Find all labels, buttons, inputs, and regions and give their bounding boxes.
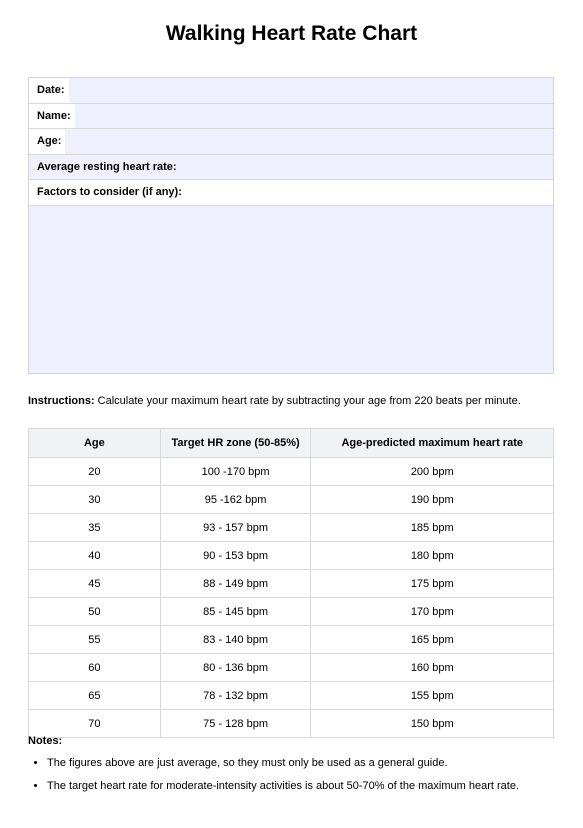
- name-row: [29, 104, 553, 130]
- cell-age: 55: [29, 626, 161, 654]
- table-row: [29, 570, 554, 598]
- table-row: [29, 542, 554, 570]
- table-row: [29, 458, 554, 486]
- cell-target-zone: 95 -162 bpm: [160, 486, 311, 514]
- cell-age: 65: [29, 682, 161, 710]
- cell-age: 60: [29, 654, 161, 682]
- cell-max-hr: 185 bpm: [311, 514, 554, 542]
- table-row: [29, 682, 554, 710]
- notes-section: [28, 735, 568, 803]
- patient-info-form: [28, 77, 554, 374]
- table-row: [29, 626, 554, 654]
- table-row: [29, 710, 554, 738]
- cell-age: 35: [29, 514, 161, 542]
- cell-age: 70: [29, 710, 161, 738]
- note-item: • The figures above are just average, so they must only be used as a general guide.: [47, 757, 568, 770]
- cell-target-zone: 80 - 136 bpm: [160, 654, 311, 682]
- age-label: Age:: [37, 135, 62, 148]
- notes-list: [28, 757, 568, 793]
- cell-max-hr: 175 bpm: [311, 570, 554, 598]
- cell-target-zone: 100 -170 bpm: [160, 458, 311, 486]
- cell-target-zone: 93 - 157 bpm: [160, 514, 311, 542]
- header-age: Age: [29, 429, 161, 458]
- name-field[interactable]: [75, 104, 553, 129]
- cell-max-hr: 170 bpm: [311, 598, 554, 626]
- instructions-text: Calculate your maximum heart rate by subtracting your age from 220 beats per minute.: [94, 395, 521, 407]
- header-max-hr: Age-predicted maximum heart rate: [311, 429, 554, 458]
- resting-hr-label: Average resting heart rate:: [37, 160, 177, 173]
- cell-target-zone: 83 - 140 bpm: [160, 626, 311, 654]
- resting-hr-row[interactable]: [29, 155, 553, 181]
- date-field[interactable]: [69, 78, 553, 103]
- cell-target-zone: 90 - 153 bpm: [160, 542, 311, 570]
- cell-max-hr: 190 bpm: [311, 486, 554, 514]
- date-label: Date:: [37, 84, 65, 97]
- cell-max-hr: 180 bpm: [311, 542, 554, 570]
- cell-age: 45: [29, 570, 161, 598]
- cell-max-hr: 165 bpm: [311, 626, 554, 654]
- header-target-zone: Target HR zone (50-85%): [160, 429, 311, 458]
- table-row: [29, 514, 554, 542]
- note-item: • The target heart rate for moderate-intensity activities is about 50-70% of the maximum heart rate.: [47, 780, 568, 793]
- cell-age: 30: [29, 486, 161, 514]
- table-row: [29, 654, 554, 682]
- instructions: [28, 395, 568, 407]
- table-header-row: [29, 429, 554, 458]
- cell-age: 40: [29, 542, 161, 570]
- cell-age: 20: [29, 458, 161, 486]
- factors-row: [29, 180, 553, 206]
- cell-target-zone: 75 - 128 bpm: [160, 710, 311, 738]
- notes-title: Notes:: [28, 735, 63, 747]
- factors-label: Factors to consider (if any):: [37, 186, 182, 199]
- cell-target-zone: 78 - 132 bpm: [160, 682, 311, 710]
- cell-max-hr: 200 bpm: [311, 458, 554, 486]
- age-field[interactable]: [65, 129, 553, 154]
- factors-text-area[interactable]: [29, 206, 553, 373]
- name-label: Name:: [37, 109, 71, 122]
- cell-max-hr: 160 bpm: [311, 654, 554, 682]
- instructions-label: Instructions:: [28, 395, 95, 407]
- table-row: [29, 486, 554, 514]
- cell-max-hr: 150 bpm: [311, 710, 554, 738]
- cell-target-zone: 85 - 145 bpm: [160, 598, 311, 626]
- page-title: Walking Heart Rate Chart: [165, 22, 418, 45]
- cell-target-zone: 88 - 149 bpm: [160, 570, 311, 598]
- cell-max-hr: 155 bpm: [311, 682, 554, 710]
- date-row: [29, 78, 553, 104]
- heart-rate-table: [28, 428, 554, 738]
- cell-age: 50: [29, 598, 161, 626]
- table-row: [29, 598, 554, 626]
- age-row: [29, 129, 553, 155]
